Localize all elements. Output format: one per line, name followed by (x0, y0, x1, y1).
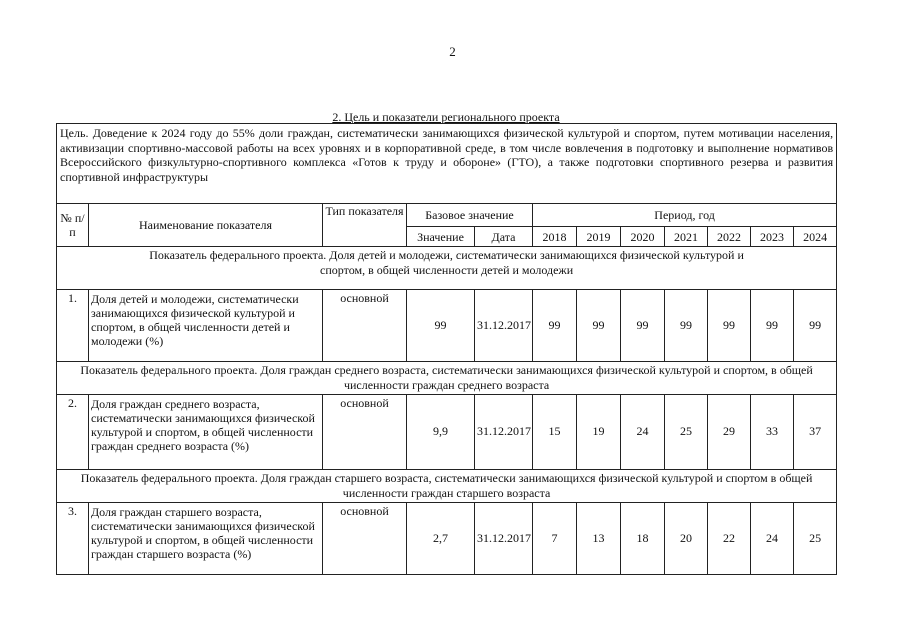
year-value: 22 (708, 503, 751, 575)
header-type: Тип показателя (323, 204, 407, 247)
year-value: 20 (665, 503, 708, 575)
section-title: 2. Цель и показатели регионального проекта (332, 110, 560, 124)
header-period: Период, год (533, 204, 837, 227)
year-value: 24 (621, 395, 665, 470)
row-number: 1. (57, 290, 89, 362)
header-year: 2018 (533, 227, 577, 247)
row-number: 3. (57, 503, 89, 575)
indicator-type: основной (323, 503, 407, 575)
indicator-name: Доля граждан среднего возраста, систематически занимающихся физической культурой и спортом, в общей численности граждан среднего возраста (%) (89, 395, 323, 470)
page-number: 2 (449, 44, 456, 59)
year-value: 29 (708, 395, 751, 470)
base-value: 99 (407, 290, 475, 362)
year-value: 99 (533, 290, 577, 362)
base-value: 2,7 (407, 503, 475, 575)
year-value: 13 (577, 503, 621, 575)
year-value: 99 (751, 290, 794, 362)
year-value: 99 (794, 290, 837, 362)
year-value: 99 (621, 290, 665, 362)
year-value: 18 (621, 503, 665, 575)
header-year: 2020 (621, 227, 665, 247)
year-value: 24 (751, 503, 794, 575)
year-value: 33 (751, 395, 794, 470)
year-value: 37 (794, 395, 837, 470)
header-base-date: Дата (475, 227, 533, 247)
indicators-table-wrap (56, 123, 836, 575)
year-value: 19 (577, 395, 621, 470)
goal-text: Цель. Доведение к 2024 году до 55% доли граждан, систематически занимающихся физической культурой и спортом, путем мотивации населения, активизации спортивно-массовой работы на всех уровнях и в корпоративной среде, в том числе вовлечения в подготовку и выполнение нормативов Всероссийского физкультурно-спортивного комплекса «Готов к труду и обороне» (ГТО), а также подготовки спортивного резерва и развития спортивной инфраструктуры (57, 124, 837, 204)
year-value: 99 (708, 290, 751, 362)
indicator-name: Доля детей и молодежи, систематически занимающихся физической культурой и спортом, в общей численности детей и молодежи (%) (89, 290, 323, 362)
year-value: 99 (577, 290, 621, 362)
indicator-name: Доля граждан старшего возраста, систематически занимающихся физической культурой и спортом, в общей численности граждан старшего возраста (%) (89, 503, 323, 575)
header-name: Наименование показателя (89, 204, 323, 247)
federal-indicator-title: Показатель федерального проекта. Доля граждан старшего возраста, систематически занимающихся физической культурой и спортом в общей численности граждан старшего возраста (57, 470, 837, 503)
row-number: 2. (57, 395, 89, 470)
header-base: Базовое значение (407, 204, 533, 227)
header-year: 2023 (751, 227, 794, 247)
base-date: 31.12.2017 (475, 290, 533, 362)
base-date: 31.12.2017 (475, 395, 533, 470)
federal-indicator-title: Показатель федерального проекта. Доля детей и молодежи, систематически занимающихся физической культурой и спортом, в общей численности детей и молодежи (57, 247, 837, 290)
year-value: 25 (794, 503, 837, 575)
year-value: 7 (533, 503, 577, 575)
indicator-type: основной (323, 290, 407, 362)
year-value: 99 (665, 290, 708, 362)
year-value: 15 (533, 395, 577, 470)
header-year: 2019 (577, 227, 621, 247)
header-year: 2022 (708, 227, 751, 247)
federal-indicator-title: Показатель федерального проекта. Доля граждан среднего возраста, систематически занимающихся физической культурой и спортом, в общей численности граждан среднего возраста (57, 362, 837, 395)
year-value: 25 (665, 395, 708, 470)
header-no: № п/п (57, 204, 89, 247)
base-value: 9,9 (407, 395, 475, 470)
indicator-type: основной (323, 395, 407, 470)
header-year: 2024 (794, 227, 837, 247)
indicators-table (56, 123, 837, 575)
header-base-value: Значение (407, 227, 475, 247)
header-year: 2021 (665, 227, 708, 247)
base-date: 31.12.2017 (475, 503, 533, 575)
